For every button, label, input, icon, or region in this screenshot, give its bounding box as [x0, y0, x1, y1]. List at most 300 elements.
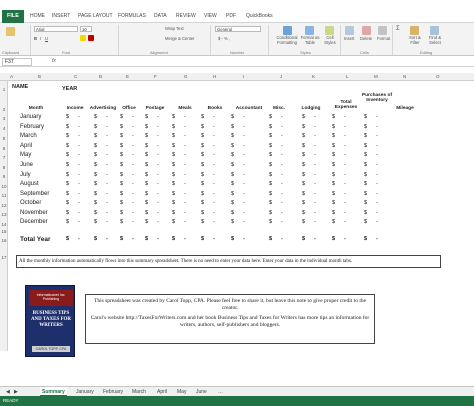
sort-filter-button[interactable]: Sort & Filter	[409, 35, 421, 45]
cell-value: -	[376, 124, 378, 130]
currency-symbol: $	[269, 219, 273, 225]
currency-symbol: $	[94, 172, 98, 178]
cell-value: -	[314, 133, 316, 139]
currency-symbol: $	[201, 210, 205, 216]
currency-symbol: $	[94, 143, 98, 149]
ribbon	[0, 23, 474, 56]
currency-symbol: $	[231, 162, 235, 168]
cell-value: -	[78, 200, 80, 206]
cell-value: -	[157, 114, 159, 120]
bold-icon[interactable]: B	[34, 36, 38, 41]
row-number[interactable]: 4	[2, 126, 6, 131]
cell-value: -	[184, 162, 186, 168]
underline-icon[interactable]: U	[45, 36, 49, 41]
cell-value: -	[106, 114, 108, 120]
currency-symbol: $	[332, 162, 336, 168]
header-lodging: Lodging	[301, 106, 321, 111]
column-header[interactable]: A	[10, 74, 14, 79]
conditional-formatting-icon[interactable]	[283, 26, 292, 35]
currency-symbol: $	[94, 124, 98, 130]
cell-value: -	[243, 181, 245, 187]
tab-home[interactable]: HOME	[30, 13, 45, 19]
cell-value: -	[344, 114, 346, 120]
group-separator	[268, 25, 269, 55]
cell-value: -	[106, 200, 108, 206]
sheet-tab-may[interactable]: May	[177, 389, 187, 395]
currency-symbol: $	[66, 181, 70, 187]
total-value: -	[344, 236, 346, 242]
cell-value: -	[213, 200, 215, 206]
font-color-icon[interactable]	[88, 35, 94, 41]
cell-value: -	[184, 210, 186, 216]
row-number[interactable]: 3	[2, 116, 6, 121]
tab-quickbooks[interactable]: QuickBooks	[246, 13, 273, 19]
header-misc: Misc.	[273, 106, 285, 111]
book-publisher-banner: Informaticanet Inc. Publishing	[29, 290, 73, 306]
currency-symbol: $	[172, 152, 176, 158]
status-bar: READY	[0, 396, 474, 406]
format-icon[interactable]	[378, 26, 387, 35]
file-tab[interactable]: FILE	[2, 10, 24, 23]
currency-symbol: $	[364, 210, 368, 216]
cell-value: -	[157, 191, 159, 197]
currency-symbol: $	[172, 200, 176, 206]
cell-styles-button[interactable]: Cell Styles	[324, 35, 336, 45]
cell-value: -	[184, 114, 186, 120]
currency-symbol: $	[364, 143, 368, 149]
cell-value: -	[314, 181, 316, 187]
cell-value: -	[376, 210, 378, 216]
cell-value: -	[106, 219, 108, 225]
currency-symbol: $	[145, 162, 149, 168]
tab-insert[interactable]: INSERT	[52, 13, 71, 19]
cell-value: -	[376, 133, 378, 139]
column-header[interactable]: C	[74, 74, 78, 79]
cell-value: -	[157, 172, 159, 178]
currency-symbol: $	[332, 200, 336, 206]
column-header[interactable]: H	[213, 74, 217, 79]
currency-symbol: $	[364, 219, 368, 225]
column-header[interactable]: I	[243, 74, 245, 79]
currency-symbol: $	[94, 219, 98, 225]
row-number[interactable]: 5	[2, 136, 6, 141]
autosum-icon[interactable]: Σ	[396, 26, 400, 32]
group-separator	[210, 25, 211, 55]
currency-symbol: $	[201, 143, 205, 149]
total-year-label: Total Year	[20, 236, 51, 243]
cell-value: -	[344, 219, 346, 225]
number-format-box[interactable]: General	[215, 26, 261, 32]
row-number[interactable]: 14	[1, 222, 7, 227]
book-cover-image	[25, 285, 75, 357]
currency-symbol: $	[172, 181, 176, 187]
format-table-icon[interactable]	[305, 26, 314, 35]
currency-symbol: $	[201, 172, 205, 178]
currency-symbol: $	[332, 143, 336, 149]
cell-value: -	[243, 172, 245, 178]
insert-button[interactable]: Insert	[344, 36, 355, 41]
cell-value: -	[106, 152, 108, 158]
month-label: September	[20, 191, 50, 197]
currency-symbol: $	[269, 114, 273, 120]
row-number[interactable]: 8	[2, 165, 6, 170]
total-currency-symbol: $	[145, 236, 149, 242]
sheet-tab-january[interactable]: January	[76, 389, 94, 395]
currency-symbol: $	[66, 219, 70, 225]
currency-symbol: $	[332, 172, 336, 178]
cell-value: -	[344, 143, 346, 149]
total-currency-symbol: $	[172, 236, 176, 242]
row-header-column	[0, 81, 8, 351]
currency-symbol: $	[66, 114, 70, 120]
header-income: Income	[66, 106, 84, 111]
cell-value: -	[184, 152, 186, 158]
cell-value: -	[78, 162, 80, 168]
sheet-tab-summary[interactable]: Summary	[42, 389, 65, 395]
total-currency-symbol: $	[66, 236, 70, 242]
currency-symbol: $	[302, 191, 306, 197]
month-label: June	[20, 162, 34, 168]
cell-value: -	[184, 133, 186, 139]
font-size-box[interactable]: 10	[80, 26, 92, 32]
cell-value: -	[132, 181, 134, 187]
cell-value: -	[314, 210, 316, 216]
total-value: -	[213, 236, 215, 242]
cell-value: -	[132, 143, 134, 149]
cell-value: -	[132, 162, 134, 168]
cell-value: -	[281, 191, 283, 197]
fx-icon[interactable]: fx	[52, 58, 56, 64]
cell-value: -	[78, 191, 80, 197]
find-select-button[interactable]: Find & Select	[428, 35, 442, 45]
tab-scroll-left-icon[interactable]: ◀	[6, 389, 10, 395]
sheet-tab-march[interactable]: March	[132, 389, 146, 395]
cell-value: -	[376, 152, 378, 158]
column-header[interactable]: L	[346, 74, 349, 79]
currency-symbol: $	[145, 124, 149, 130]
cell-value: -	[157, 133, 159, 139]
group-separator	[340, 25, 341, 55]
insert-icon[interactable]	[345, 26, 354, 35]
cell-value: -	[78, 181, 80, 187]
cell-value: -	[157, 152, 159, 158]
currency-symbol: $	[94, 114, 98, 120]
cell-value: -	[376, 219, 378, 225]
row-number[interactable]: 10	[1, 184, 7, 189]
cell-value: -	[106, 191, 108, 197]
group-label-editing: Editing	[420, 50, 433, 55]
format-button[interactable]: Format	[377, 36, 391, 41]
name-box[interactable]: F37	[2, 58, 32, 66]
row-number[interactable]: 17	[1, 255, 7, 260]
format-as-table-button[interactable]: Format as Table	[300, 35, 320, 45]
column-header[interactable]: O	[436, 74, 440, 79]
cell-value: -	[281, 124, 283, 130]
currency-symbol: $	[302, 181, 306, 187]
italic-icon[interactable]: I	[40, 36, 42, 41]
currency-symbol: $	[231, 219, 235, 225]
row-number[interactable]: 2	[2, 107, 6, 112]
row-number[interactable]: 1	[2, 87, 6, 92]
total-currency-symbol: $	[302, 236, 306, 242]
cell-value: -	[243, 219, 245, 225]
group-label-clipboard: Clipboard	[2, 50, 20, 55]
currency-symbol: $	[94, 152, 98, 158]
sheet-tab-february[interactable]: February	[103, 389, 124, 395]
total-currency-symbol: $	[269, 236, 273, 242]
cell-value: -	[78, 114, 80, 120]
month-label: February	[20, 124, 45, 130]
name-label: NAME	[12, 84, 29, 90]
cell-value: -	[281, 114, 283, 120]
cell-value: -	[213, 181, 215, 187]
currency-symbol: $	[269, 181, 273, 187]
credit-line-1: This spreadsheet was created by Carol Topp, CPA. Please feel free to share it, but leave this note to give proper credit to the creator.	[93, 298, 367, 311]
cell-value: -	[314, 219, 316, 225]
currency-symbol: $	[145, 219, 149, 225]
header-meals: Meals	[178, 106, 192, 111]
cell-value: -	[157, 219, 159, 225]
cell-value: -	[376, 162, 378, 168]
currency-symbol: $	[172, 172, 176, 178]
group-separator	[30, 25, 31, 55]
header-total-expenses: Total Expenses	[334, 100, 358, 110]
tab-pdf[interactable]: PDF	[226, 13, 236, 19]
currency-symbol: $	[364, 172, 368, 178]
cell-value: -	[281, 172, 283, 178]
fill-color-icon[interactable]	[80, 35, 86, 41]
currency-symbol: $	[231, 124, 235, 130]
currency-symbol: $	[269, 200, 273, 206]
cell-value: -	[184, 200, 186, 206]
currency-symbol: $	[332, 124, 336, 130]
header-advertising: Advertising	[89, 106, 117, 111]
formula-bar	[0, 57, 474, 67]
cell-value: -	[78, 219, 80, 225]
currency-symbol: $	[332, 191, 336, 197]
currency-symbol: $	[201, 200, 205, 206]
cell-value: -	[376, 181, 378, 187]
column-header[interactable]: M	[374, 74, 378, 79]
cell-value: -	[157, 200, 159, 206]
month-label: April	[20, 143, 33, 149]
cell-value: -	[281, 133, 283, 139]
column-header[interactable]: E	[126, 74, 130, 79]
tab-view[interactable]: VIEW	[204, 13, 217, 19]
currency-symbol: $	[120, 114, 124, 120]
currency-symbol: $	[231, 191, 235, 197]
cell-value: -	[281, 143, 283, 149]
currency-symbol: $	[231, 133, 235, 139]
month-label: October	[20, 200, 42, 206]
group-label-number: Number	[230, 50, 245, 55]
cell-value: -	[344, 181, 346, 187]
currency-symbol: $	[231, 143, 235, 149]
tab-more-icon[interactable]: …	[218, 389, 223, 395]
cell-value: -	[132, 114, 134, 120]
cell-value: -	[184, 143, 186, 149]
currency-symbol: $	[172, 114, 176, 120]
currency-symbol: $	[364, 191, 368, 197]
cell-value: -	[213, 162, 215, 168]
tab-page-layout[interactable]: PAGE LAYOUT	[78, 13, 113, 19]
cell-value: -	[314, 200, 316, 206]
column-header[interactable]: G	[184, 74, 188, 79]
cell-value: -	[184, 124, 186, 130]
tab-data[interactable]: DATA	[154, 13, 167, 19]
delete-icon[interactable]	[362, 26, 371, 35]
total-value: -	[184, 236, 186, 242]
cell-styles-icon[interactable]	[325, 26, 334, 35]
currency-symbol: $	[145, 191, 149, 197]
cell-value: -	[184, 219, 186, 225]
total-value: -	[376, 236, 378, 242]
currency-symbol: $	[66, 200, 70, 206]
currency-symbol: $	[120, 172, 124, 178]
cell-value: -	[344, 172, 346, 178]
currency-symbol: $	[201, 114, 205, 120]
cell-value: -	[314, 152, 316, 158]
currency-symbol: $	[269, 124, 273, 130]
currency-symbol: $	[269, 143, 273, 149]
total-value: -	[106, 236, 108, 242]
cell-value: -	[314, 124, 316, 130]
month-label: November	[20, 210, 48, 216]
tab-scroll-right-icon[interactable]: ▶	[14, 389, 18, 395]
column-header[interactable]: B	[38, 74, 42, 79]
row-number[interactable]: 7	[2, 155, 6, 160]
sheet-tab-april[interactable]: April	[157, 389, 168, 395]
currency-symbol: $	[332, 133, 336, 139]
currency-symbol: $	[201, 191, 205, 197]
currency-symbol: $	[172, 210, 176, 216]
cell-value: -	[314, 114, 316, 120]
currency-symbol: $	[120, 162, 124, 168]
total-value: -	[281, 236, 283, 242]
currency-symbol: $	[120, 210, 124, 216]
cell-value: -	[243, 162, 245, 168]
wrap-text-button[interactable]: Wrap Text	[165, 26, 184, 31]
row-number[interactable]: 6	[2, 146, 6, 151]
header-purchases-inventory: Purchases of Inventory	[361, 93, 393, 103]
currency-symbol: $	[201, 152, 205, 158]
currency-symbol: $	[94, 162, 98, 168]
cell-value: -	[78, 133, 80, 139]
cell-value: -	[243, 143, 245, 149]
row-number[interactable]: 12	[1, 203, 7, 208]
currency-symbol: $	[66, 162, 70, 168]
cell-value: -	[78, 124, 80, 130]
row-number[interactable]: 16	[1, 238, 7, 243]
currency-symbol: $	[302, 172, 306, 178]
currency-symbol: $	[269, 133, 273, 139]
cell-value: -	[132, 152, 134, 158]
currency-symbol: $	[269, 210, 273, 216]
currency-symbol: $	[201, 162, 205, 168]
currency-symbol: $	[172, 162, 176, 168]
conditional-formatting-button[interactable]: Conditional Formatting	[276, 35, 298, 45]
group-label-cells: Cells	[360, 50, 369, 55]
cell-value: -	[106, 162, 108, 168]
cell-value: -	[314, 191, 316, 197]
currency-symbol: $	[364, 114, 368, 120]
find-select-icon[interactable]	[430, 26, 439, 35]
currency-symbol: $	[302, 124, 306, 130]
month-label: August	[20, 181, 39, 187]
cell-value: -	[376, 200, 378, 206]
total-currency-symbol: $	[332, 236, 336, 242]
column-header[interactable]: J	[280, 74, 283, 79]
summary-note: All the monthly information automatically flows into this summary spreadsheet. There is no need to enter your data here. Enter your data in the individual month tabs.	[16, 255, 441, 268]
currency-symbol: $	[231, 200, 235, 206]
row-number[interactable]: 15	[1, 229, 7, 234]
currency-symbol: $	[172, 219, 176, 225]
sort-filter-icon[interactable]	[410, 26, 419, 35]
row-number[interactable]: 9	[2, 174, 6, 179]
cell-value: -	[281, 200, 283, 206]
row-number[interactable]: 13	[1, 212, 7, 217]
currency-symbol: $	[120, 124, 124, 130]
year-label: YEAR	[62, 86, 78, 92]
header-office: Office	[122, 106, 136, 111]
currency-symbol: $	[66, 152, 70, 158]
currency-symbol: $	[94, 181, 98, 187]
currency-symbol: $	[172, 191, 176, 197]
tab-formulas[interactable]: FORMULAS	[118, 13, 146, 19]
currency-symbol: $	[332, 181, 336, 187]
delete-button[interactable]: Delete	[360, 36, 373, 41]
month-label: May	[20, 152, 32, 158]
column-header[interactable]: K	[312, 74, 316, 79]
currency-symbol: $	[145, 200, 149, 206]
sheet-tab-june[interactable]: June	[196, 389, 207, 395]
column-header[interactable]: N	[403, 74, 407, 79]
cell-value: -	[132, 133, 134, 139]
font-name-box[interactable]: Arial	[34, 26, 78, 32]
cell-value: -	[132, 191, 134, 197]
tab-review[interactable]: REVIEW	[176, 13, 196, 19]
cell-value: -	[213, 172, 215, 178]
column-header[interactable]: F	[154, 74, 157, 79]
merge-center-button[interactable]: Merge & Center	[165, 36, 195, 41]
total-currency-symbol: $	[201, 236, 205, 242]
cell-value: -	[132, 172, 134, 178]
column-header[interactable]: D	[99, 74, 103, 79]
group-separator	[118, 25, 119, 55]
paste-icon[interactable]	[6, 27, 15, 36]
currency-symbol: $	[302, 210, 306, 216]
group-label-font: Font	[62, 50, 71, 55]
book-title: BUSINESS TIPS AND TAXES FOR WRITERS	[30, 311, 72, 328]
cell-value: -	[157, 162, 159, 168]
row-number[interactable]: 11	[1, 193, 7, 198]
currency-symbol: $	[332, 219, 336, 225]
currency-icon[interactable]: $ - % ,	[218, 36, 231, 41]
month-label: December	[20, 219, 48, 225]
cell-value: -	[281, 152, 283, 158]
currency-symbol: $	[145, 172, 149, 178]
currency-symbol: $	[94, 133, 98, 139]
cell-value: -	[243, 200, 245, 206]
credit-note	[85, 294, 375, 344]
cell-value: -	[376, 191, 378, 197]
cell-value: -	[243, 133, 245, 139]
total-currency-symbol: $	[120, 236, 124, 242]
group-label-alignment: Alignment	[150, 50, 168, 55]
currency-symbol: $	[120, 143, 124, 149]
currency-symbol: $	[145, 210, 149, 216]
cell-value: -	[344, 191, 346, 197]
